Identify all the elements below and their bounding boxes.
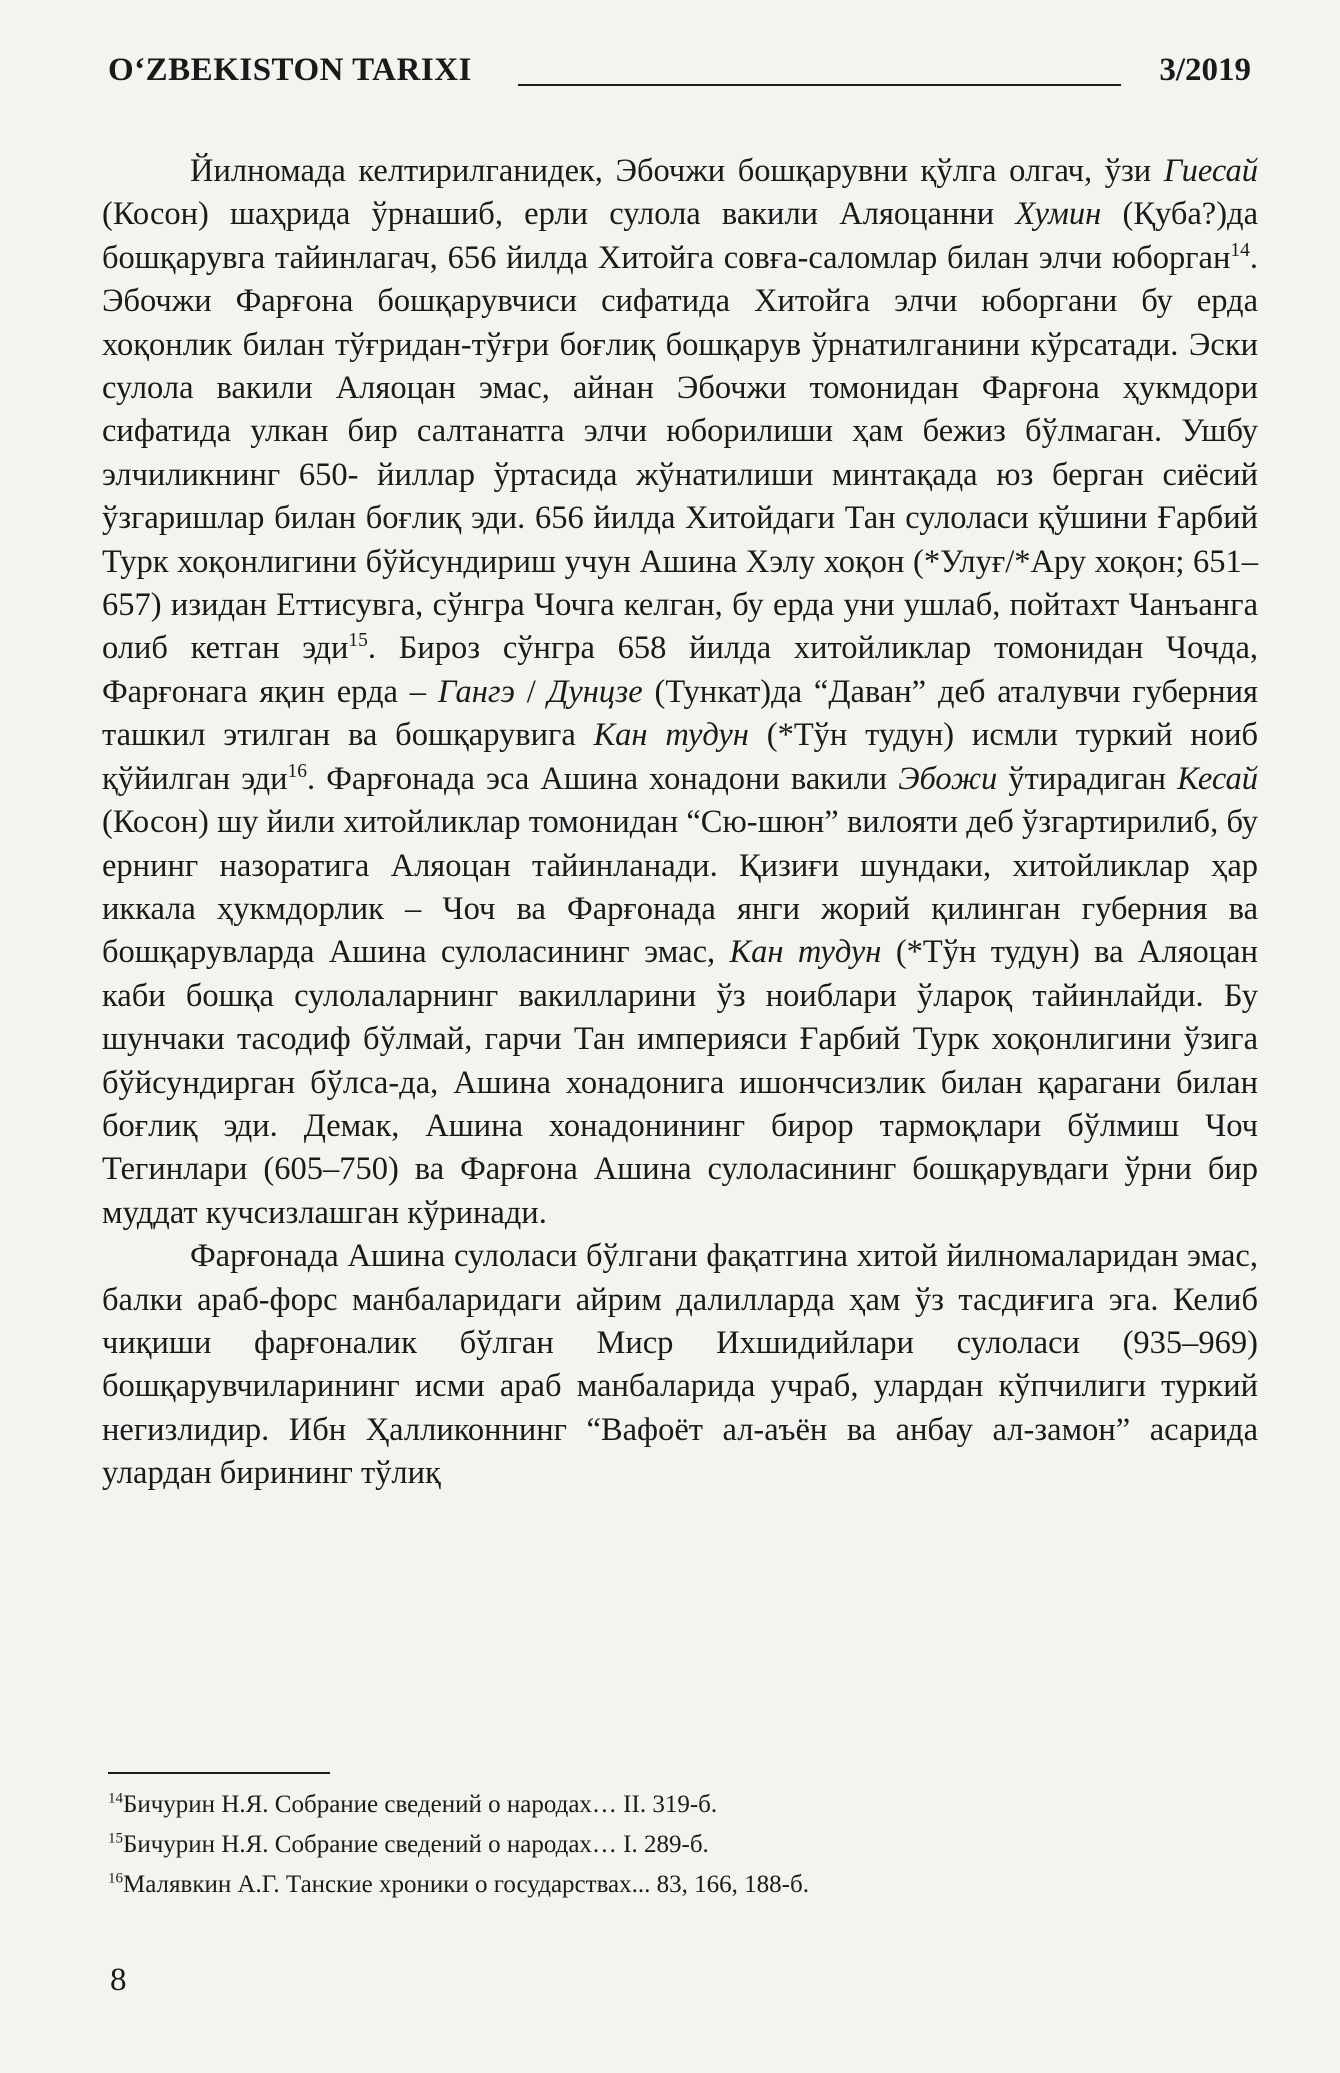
footnotes: [108, 1785, 1248, 1905]
footnote-ref-14[interactable]: 14: [1230, 239, 1250, 261]
footnote-text: Бичурин Н.Я. Собрание сведений о народах… II. 319-б.: [123, 1791, 718, 1818]
text-run: . Бироз сўнгра 658 йилда хитойликлар томонидан Чочда, Фарғонага яқин ерда –: [102, 630, 1258, 710]
text-run: Йилномада келтирилганидек, Эбочжи бошқарувни қўлга олгач, ўзи: [190, 153, 1164, 189]
main-text: [102, 150, 1258, 1496]
text-run: . Эбочжи Фарғона бошқарувчиси сифатида Хитойга элчи юборгани бу ерда хоқонлик билан тўғридан-тўғри боғлиқ бошқарув ўрнатилганини кўрсатади. Эски сулола вакили Аляоцан эмас, айнан Эбочжи томонидан Фарғона ҳукмдори сифатида улкан бир салтанатга элчи юборилиши ҳам бежиз бўлмаган. Ушбу элчиликнинг 650- йиллар ўртасида жўнатилиши минтақада юз берган сиёсий ўзгаришлар билан боғлиқ эди. 656 йилда Хитойдаги Тан сулоласи қўшини Ғарбий Турк хоқонлигини бўйсундириш учун Ашина Хэлу хоқон (*Улуғ/*Ару хоқон; 651–657) изидан Еттисувга, сўнгра Чочга келган, бу ерда уни ушлаб, пойтахт Чанъанга олиб кетган эди: [102, 239, 1258, 667]
footnote-separator: [108, 1772, 330, 1774]
text-run: (Қуба?)да бошқарувга тайинлагач, 656 йилда Хитойга совға-саломлар билан элчи юборган: [102, 196, 1258, 276]
footnote-ref-16[interactable]: 16: [287, 760, 307, 782]
footnote-number: 16: [108, 1870, 123, 1887]
italic-term: Кан тудун: [729, 934, 882, 971]
italic-term: Дунцзе: [547, 673, 643, 710]
italic-term: Эбожи: [898, 760, 998, 797]
issue-number: 3/2019: [1159, 52, 1251, 88]
footnote-16: [108, 1865, 1248, 1905]
footnote-ref-15[interactable]: 15: [348, 630, 368, 652]
footnote-number: 14: [108, 1790, 123, 1807]
text-run: (Косон) шу йили хитойликлар томонидан “Сю-шюн” вилояти деб ўзгартирилиб, бу ернинг назоратига Аляоцан тайинланади. Қизиғи шундаки, хитойликлар ҳар иккала ҳукмдорлик – Чоч ва Фарғонада янги жорий қилинган губерния ва бошқарувларда Ашина сулоласининг эмас,: [102, 804, 1258, 971]
footnote-14: [108, 1785, 1248, 1825]
footnote-15: [108, 1825, 1248, 1865]
text-run: (*Тўн тудун) ва Аляоцан каби бошқа сулолаларнинг вакилларини ўз ноиблари ўлароқ тайинлайди. Бу шунчаки тасодиф бўлмай, гарчи Тан империяси Ғарбий Турк хоқонлигини ўзига бўйсундирган бўлса-да, Ашина хонадонига ишончсизлик билан қарагани билан боғлиқ эди. Демак, Ашина хонадонининг бирор тармоқлари бўлмиш Чоч Тегинлари (605–750) ва Фарғона Ашина сулоласининг бошқарувдаги ўрни бир муддат кучсизлашган кўринади.: [102, 934, 1258, 1231]
page-number: 8: [110, 1962, 127, 1998]
footnote-text: Бичурин Н.Я. Собрание сведений о народах… I. 289-б.: [123, 1831, 709, 1858]
italic-term: Кесай: [1177, 760, 1258, 797]
italic-term: Кан тудун: [593, 717, 749, 754]
paragraph-1: [102, 150, 1258, 1235]
italic-term: Гиесай: [1163, 153, 1258, 189]
running-header: [108, 40, 1251, 100]
paragraph-2: Фарғонада Ашина сулоласи бўлгани фақатгина хитой йилномаларидан эмас, балки араб-форс манбаларидаги айрим далилларда ҳам ўз тасдиғига эга. Келиб чиқиши фарғоналик бўлган Миср Ихшидийлари сулоласи (935–969) бошқарувчиларининг исми араб манбаларида учраб, улардан кўпчилиги туркий негизлидир. Ибн Ҳалликоннинг “Вафоёт ал-аъён ва анбау ал-замон” асарида улардан бирининг тўлиқ: [102, 1238, 1258, 1492]
text-run: (Тункат)да “Даван” деб аталувчи губерния ташкил этилган ва бошқарувига: [102, 673, 1259, 754]
text-run: /: [514, 673, 548, 710]
footnote-text: Малявкин А.Г. Танские хроники о государствах... 83, 166, 188-б.: [123, 1871, 809, 1898]
header-rule: [518, 84, 1121, 86]
text-run: . Фарғонада эса Ашина хонадони вакили: [307, 760, 899, 797]
text-run: (*Тўн тудун) исмли туркий ноиб қўйилган эди: [102, 717, 1258, 797]
italic-term: Гангэ: [437, 673, 515, 710]
italic-term: Хумин: [1015, 196, 1102, 233]
text-run: ўтирадиган: [997, 760, 1178, 797]
text-run: (Косон) шаҳрида ўрнашиб, ерли сулола вакили Аляоцанни: [102, 196, 1016, 233]
journal-title: O‘ZBEKISTON TARIXI: [108, 52, 472, 88]
footnote-number: 15: [108, 1830, 123, 1847]
